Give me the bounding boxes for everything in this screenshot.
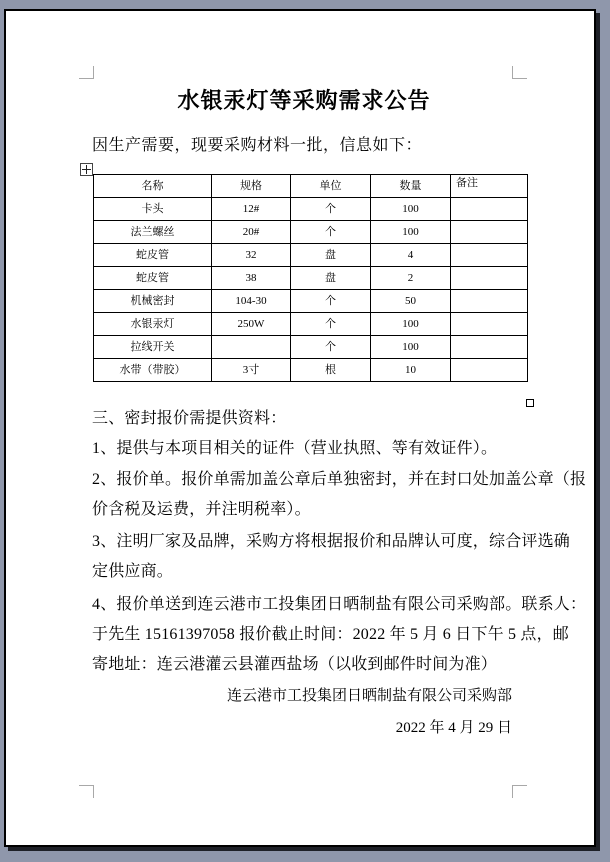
table-row (94, 359, 528, 382)
column-header-qty: 数量 (371, 175, 451, 198)
cell-unit: 根 (291, 359, 371, 382)
cell-name: 卡头 (94, 198, 212, 221)
cell-unit: 个 (291, 290, 371, 313)
cell-qty: 100 (371, 198, 451, 221)
cell-unit: 盘 (291, 267, 371, 290)
cell-unit: 个 (291, 198, 371, 221)
table-row (94, 336, 528, 359)
cell-unit: 个 (291, 313, 371, 336)
cell-spec: 38 (212, 267, 291, 290)
margin-crop-mark-top-left-icon (79, 66, 94, 79)
paragraph-line: 寄地址：连云港灌云县灌西盐场（以收到邮件时间为准） (92, 656, 498, 673)
cell-name: 蛇皮管 (94, 267, 212, 290)
paragraph-line: 定供应商。 (92, 563, 174, 580)
move-icon (86, 165, 87, 174)
cell-unit: 个 (291, 221, 371, 244)
cell-spec: 12# (212, 198, 291, 221)
paragraph-line: 1、提供与本项目相关的证件（营业执照、等有效证件）。 (92, 440, 498, 457)
table-row (94, 313, 528, 336)
column-header-spec: 规格 (212, 175, 291, 198)
cell-note (451, 290, 528, 313)
paragraph-line: 于先生 15161397058 报价截止时间：2022 年 5 月 6 日下午 5 点，邮 (92, 626, 570, 643)
cell-name: 法兰螺丝 (94, 221, 212, 244)
cell-spec: 3寸 (212, 359, 291, 382)
cell-note (451, 336, 528, 359)
cell-spec (212, 336, 291, 359)
cell-note (451, 359, 528, 382)
cell-qty: 4 (371, 244, 451, 267)
move-icon (82, 169, 91, 170)
cell-qty: 50 (371, 290, 451, 313)
cell-name: 水银汞灯 (94, 313, 212, 336)
paragraph-line: 4、报价单送到连云港市工投集团日晒制盐有限公司采购部。联系人： (92, 596, 587, 613)
cell-name: 蛇皮管 (94, 244, 212, 267)
cell-spec: 250W (212, 313, 291, 336)
column-header-name: 名称 (94, 175, 212, 198)
paragraph-line: 2、报价单。报价单需加盖公章后单独密封，并在封口处加盖公章（报 (92, 471, 587, 488)
date-line: 2022 年 4 月 29 日 (395, 720, 512, 736)
column-header-unit: 单位 (291, 175, 371, 198)
cell-qty: 10 (371, 359, 451, 382)
column-header-note: 备注 (451, 175, 528, 198)
paragraph-line: 价含税及运费，并注明税率）。 (92, 501, 311, 518)
cell-unit: 个 (291, 336, 371, 359)
cell-note (451, 221, 528, 244)
table-resize-handle[interactable] (526, 399, 534, 407)
table-header-row (94, 175, 528, 198)
cell-qty: 100 (371, 221, 451, 244)
cell-qty: 2 (371, 267, 451, 290)
margin-crop-mark-bottom-left-icon (79, 785, 94, 798)
cell-qty: 100 (371, 336, 451, 359)
cell-name: 水带（带胶） (94, 359, 212, 382)
document-title: 水银汞灯等采购需求公告 (177, 88, 431, 113)
cell-note (451, 198, 528, 221)
margin-crop-mark-top-right-icon (512, 66, 527, 79)
margin-crop-mark-bottom-right-icon (512, 785, 527, 798)
cell-qty: 100 (371, 313, 451, 336)
signature-line: 连云港市工投集团日晒制盐有限公司采购部 (226, 688, 512, 704)
table-row (94, 221, 528, 244)
table-move-handle[interactable] (80, 163, 93, 176)
cell-name: 拉线开关 (94, 336, 212, 359)
cell-note (451, 267, 528, 290)
cell-note (451, 244, 528, 267)
paragraph-line: 3、注明厂家及品牌，采购方将根据报价和品牌认可度，综合评选确 (92, 533, 571, 550)
table-row (94, 267, 528, 290)
cell-spec: 32 (212, 244, 291, 267)
cell-unit: 盘 (291, 244, 371, 267)
table-row (94, 244, 528, 267)
table-row (94, 290, 528, 313)
cell-name: 机械密封 (94, 290, 212, 313)
intro-paragraph: 因生产需要，现要采购材料一批，信息如下： (92, 137, 423, 154)
cell-spec: 104-30 (212, 290, 291, 313)
cell-note (451, 313, 528, 336)
cell-spec: 20# (212, 221, 291, 244)
procurement-table (93, 174, 528, 382)
table-row (94, 198, 528, 221)
paragraph-line: 三、密封报价需提供资料： (92, 410, 287, 427)
